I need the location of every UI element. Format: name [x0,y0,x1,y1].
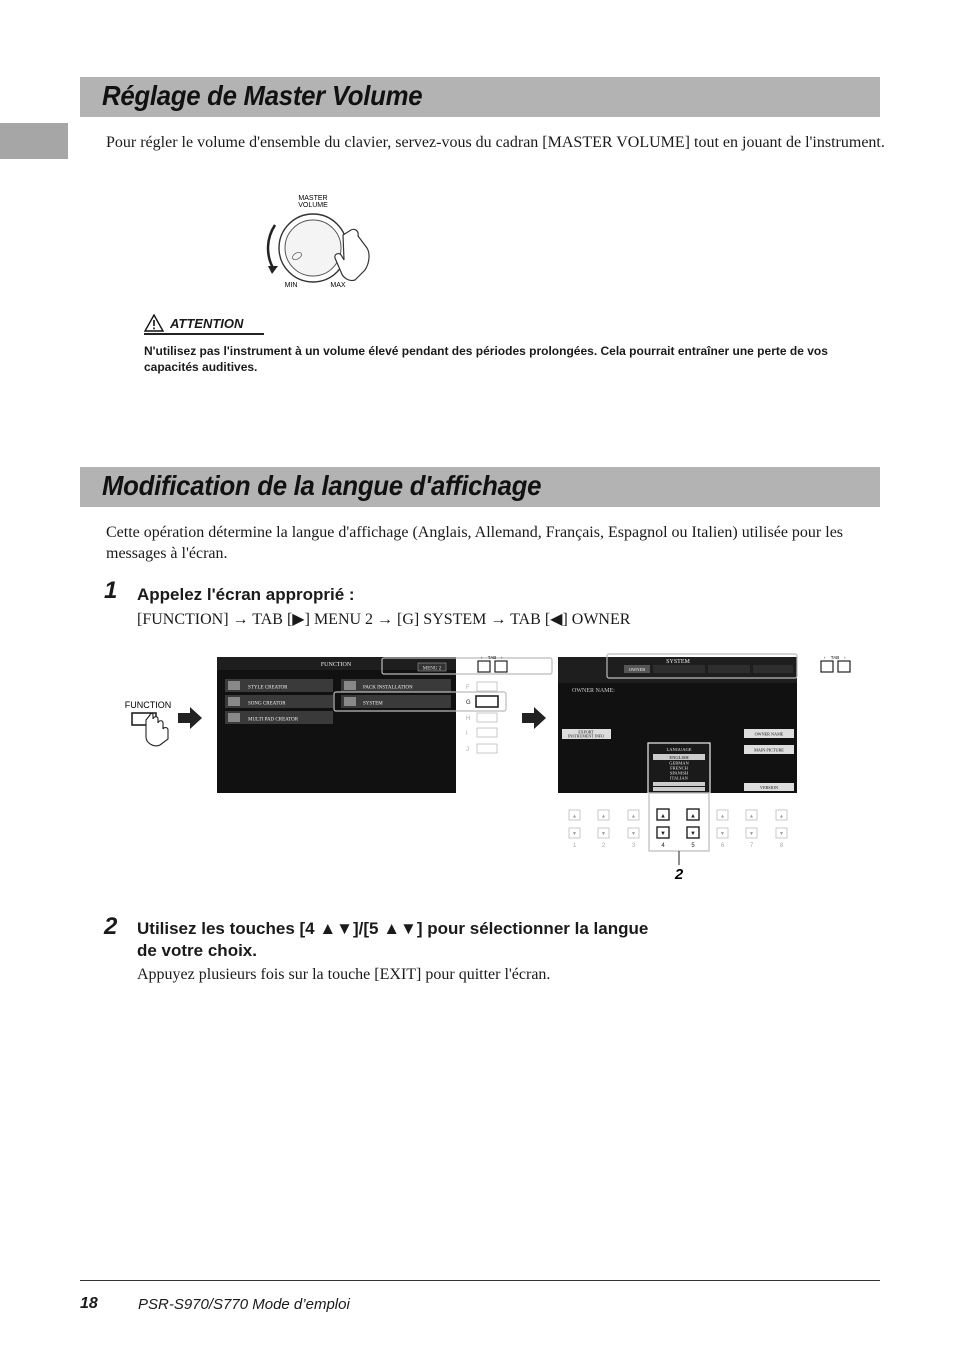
warning-icon [144,314,164,332]
attention-label: ATTENTION [170,315,244,331]
step-2-description: Appuyez plusieurs fois sur la touche [EXIT] pour quitter l'écran. [137,966,551,983]
step-2-title-line-2: de votre choix. [137,941,257,960]
letter-i: I [466,731,468,737]
export-label-2: INSTRUMENT INFO [567,733,605,739]
owner-name-button: OWNER NAME [754,731,784,737]
system-screen-title: SYSTEM [666,659,690,665]
attention-notice [144,313,864,375]
svg-text:▼: ▼ [690,831,696,837]
language-option-italian: ITALIAN [670,775,688,781]
step-2-title-line-1: Utilisez les touches [4 ▲▼]/[5 ▲▼] pour sélectionner la langue [137,919,649,938]
section-header-master-volume [80,77,880,117]
function-screen-title: FUNCTION [320,662,352,668]
letter-h: H [466,716,471,722]
button-number-3: 3 [631,843,636,849]
tab-label-2: TAB [830,655,840,660]
language-title: LANGUAGE [666,747,692,752]
arrow-right-icon [522,707,546,729]
svg-text:▲: ▲ [779,814,784,820]
section-header-language [80,467,880,507]
tab-label-1: TAB [487,655,497,660]
svg-text:▼: ▼ [660,831,666,837]
knob-label-1: MASTER [298,195,328,202]
svg-text:▼: ▼ [779,832,784,837]
manual-title: PSR-S970/S770 Mode d’emploi [138,1296,350,1313]
version-button: VERSION [759,785,779,790]
button-number-7: 7 [749,843,754,849]
attention-text: N'utilisez pas l'instrument à un volume élevé pendant des périodes prolongées. Cela pourrait entraîner une perte de vos capacités auditives. [144,344,828,374]
footer-rule [80,1280,880,1281]
language-option-english: ENGLISH [669,755,689,760]
language-option-french: FRENCH [670,765,688,771]
knob-min-label: MIN [284,282,298,289]
callout-step-2: 2 [674,866,684,883]
menu-item-pack-installation: PACK INSTALLATION [363,685,413,691]
svg-text:▲: ▲ [660,813,666,820]
language-procedure-diagram [110,645,870,890]
tab-left-button [478,661,490,672]
svg-text:▲: ▲ [601,814,606,820]
export-label-1: EXPORT [578,729,594,735]
menu-2-tab: MENU 2 [422,666,442,672]
svg-text:›: › [501,655,503,660]
function-button-label: FUNCTION [124,700,172,710]
main-picture-button: MAIN PICTURE [754,747,784,753]
tab-right-button [495,661,507,672]
tab-left-button [821,661,833,672]
step-1-number: 1 [104,577,118,604]
menu-item-style-creator: STYLE CREATOR [248,685,288,691]
svg-text:›: › [844,655,846,660]
svg-text:▲: ▲ [690,813,696,820]
svg-text:▼: ▼ [572,832,577,837]
button-number-2: 2 [601,843,606,849]
svg-text:▲: ▲ [720,814,725,820]
button-number-1: 1 [572,843,577,849]
svg-text:▼: ▼ [749,832,754,837]
menu-item-multi-pad-creator: MULTI PAD CREATOR [248,717,299,723]
svg-text:‹: ‹ [481,655,483,660]
menu-item-song-creator: SONG CREATOR [248,701,286,707]
master-volume-illustration [255,190,385,295]
svg-text:▲: ▲ [572,814,577,820]
svg-text:▲: ▲ [749,814,754,820]
svg-text:▼: ▼ [631,832,636,837]
arrow-right-icon [178,707,202,729]
section-title: Modification de la langue d'affichage [102,470,542,501]
attention-heading [144,313,264,335]
section-title: Réglage de Master Volume [102,80,423,111]
function-screen [217,657,456,793]
svg-text:▲: ▲ [631,814,636,820]
svg-text:▼: ▼ [720,832,725,837]
letter-j: J [466,747,469,753]
page-number: 18 [80,1295,98,1312]
g-button [476,696,498,707]
language-option-german: GERMAN [669,760,689,766]
step-1-title: Appelez l'écran approprié : [137,585,355,604]
owner-name-label: OWNER NAME: [572,688,615,694]
step-1-path: [FUNCTION] → TAB [▶] MENU 2 → [G] SYSTEM → TAB [◀] OWNER [137,611,631,628]
language-option-spanish: SPANISH [669,770,689,776]
side-tab-marker [0,123,68,159]
step-2-number: 2 [104,913,118,940]
master-volume-description: Pour régler le volume d'ensemble du clavier, servez-vous du cadran [MASTER VOLUME] tout en jouant de l'instrument. [106,134,885,151]
menu-item-system: SYSTEM [363,701,383,707]
letter-f: F [466,685,470,691]
button-number-8: 8 [779,843,784,849]
letter-g: G [466,700,471,706]
svg-text:▼: ▼ [601,832,606,837]
knob-max-label: MAX [330,282,346,289]
button-number-6: 6 [720,843,725,849]
owner-tab: OWNER [628,667,646,672]
knob-label-2: VOLUME [298,202,328,209]
button-number-4: 4 [661,843,665,849]
button-number-5: 5 [691,843,695,849]
tab-right-button [838,661,850,672]
svg-text:‹: ‹ [824,655,826,660]
language-description: Cette opération détermine la langue d'affichage (Anglais, Allemand, Français, Espagnol ou Italien) utilisée pour les messages à l'écran. [106,524,844,562]
